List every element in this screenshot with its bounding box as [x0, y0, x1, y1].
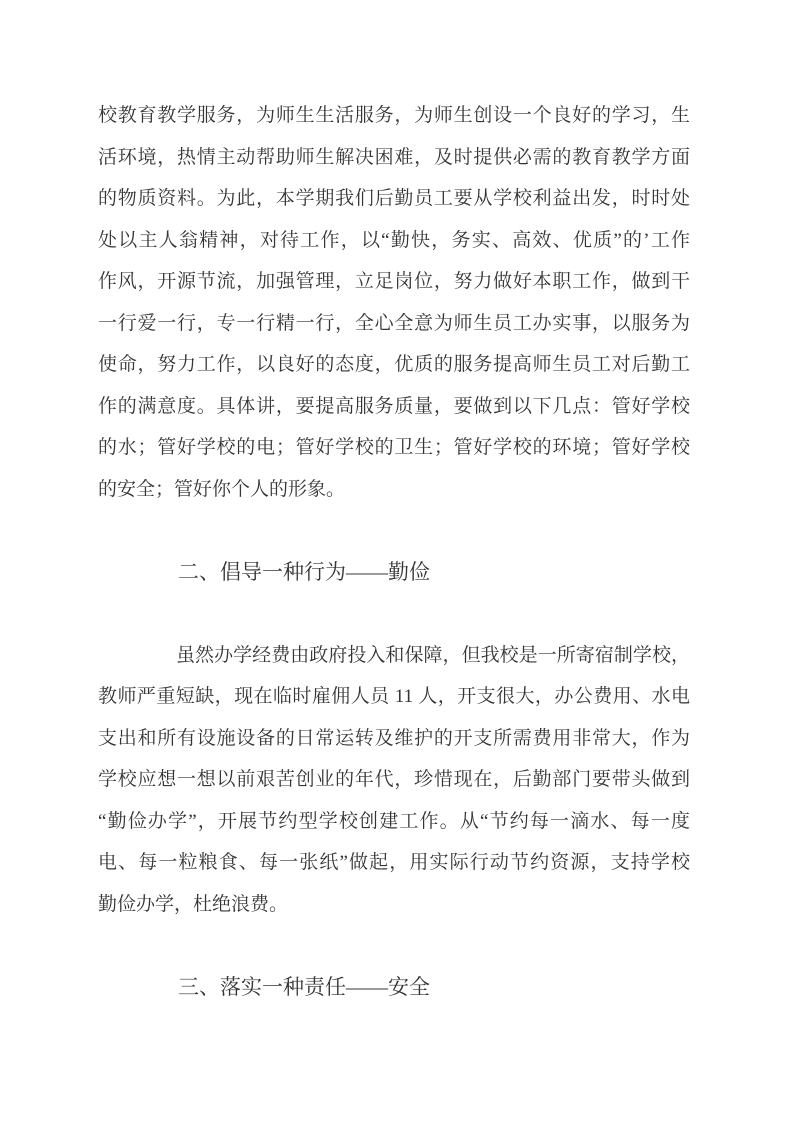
text-line: 的水；管好学校的电；管好学校的卫生；管好学校的环境；管好学校	[98, 437, 690, 458]
text-line: 虽然办学经费由政府投入和保障，但我校是一所寄宿制学校，	[176, 644, 690, 666]
paragraph-service-continuation	[98, 95, 690, 510]
text-line: 电、每一粒粮食、每一张纸”做起，用实际行动节约资源，支持学校	[98, 852, 690, 873]
text-line: 作的满意度。具体讲，要提高服务质量，要做到以下几点：管好学校	[98, 395, 690, 417]
text-line: 作风，开源节流，加强管理，立足岗位，努力做好本职工作，做到干	[98, 271, 690, 292]
paragraph-thrift-body	[98, 635, 690, 926]
text-line: 勤俭办学，杜绝浪费。	[98, 893, 289, 915]
text-line: 处以主人翁精神，对待工作，以“勤快，务实、高效、优质”的’工作	[98, 229, 690, 251]
text-line: 使命，努力工作，以良好的态度，优质的服务提高师生员工对后勤工	[98, 354, 690, 375]
text-line: 教师严重短缺，现在临时雇佣人员 11 人，开支很大，办公费用、水电	[98, 686, 690, 707]
text-line: 学校应想一想以前艰苦创业的年代，珍惜现在，后勤部门要带头做到	[98, 769, 690, 790]
text-line: 的安全；管好你个人的形象。	[98, 478, 346, 500]
section-heading-safety: 三、落实一种责任——安全	[178, 974, 430, 999]
text-line: 活环境，热情主动帮助师生解决困难，及时提供必需的教育教学方面	[98, 146, 690, 168]
text-line: 支出和所有设施设备的日常运转及维护的开支所需费用非常大，作为	[98, 727, 690, 749]
text-line: 的物质资料。为此，本学期我们后勤员工要从学校利益出发，时时处	[98, 188, 690, 209]
text-line: “勤俭办学”，开展节约型学校创建工作。从“节约每一滴水、每一度	[98, 810, 690, 832]
section-heading-thrift: 二、倡导一种行为——勤俭	[178, 559, 430, 584]
text-line: 校教育教学服务，为师生生活服务，为师生创设一个良好的学习，生	[98, 105, 690, 126]
text-line: 一行爱一行，专一行精一行，全心全意为师生员工办实事，以服务为	[98, 312, 690, 334]
